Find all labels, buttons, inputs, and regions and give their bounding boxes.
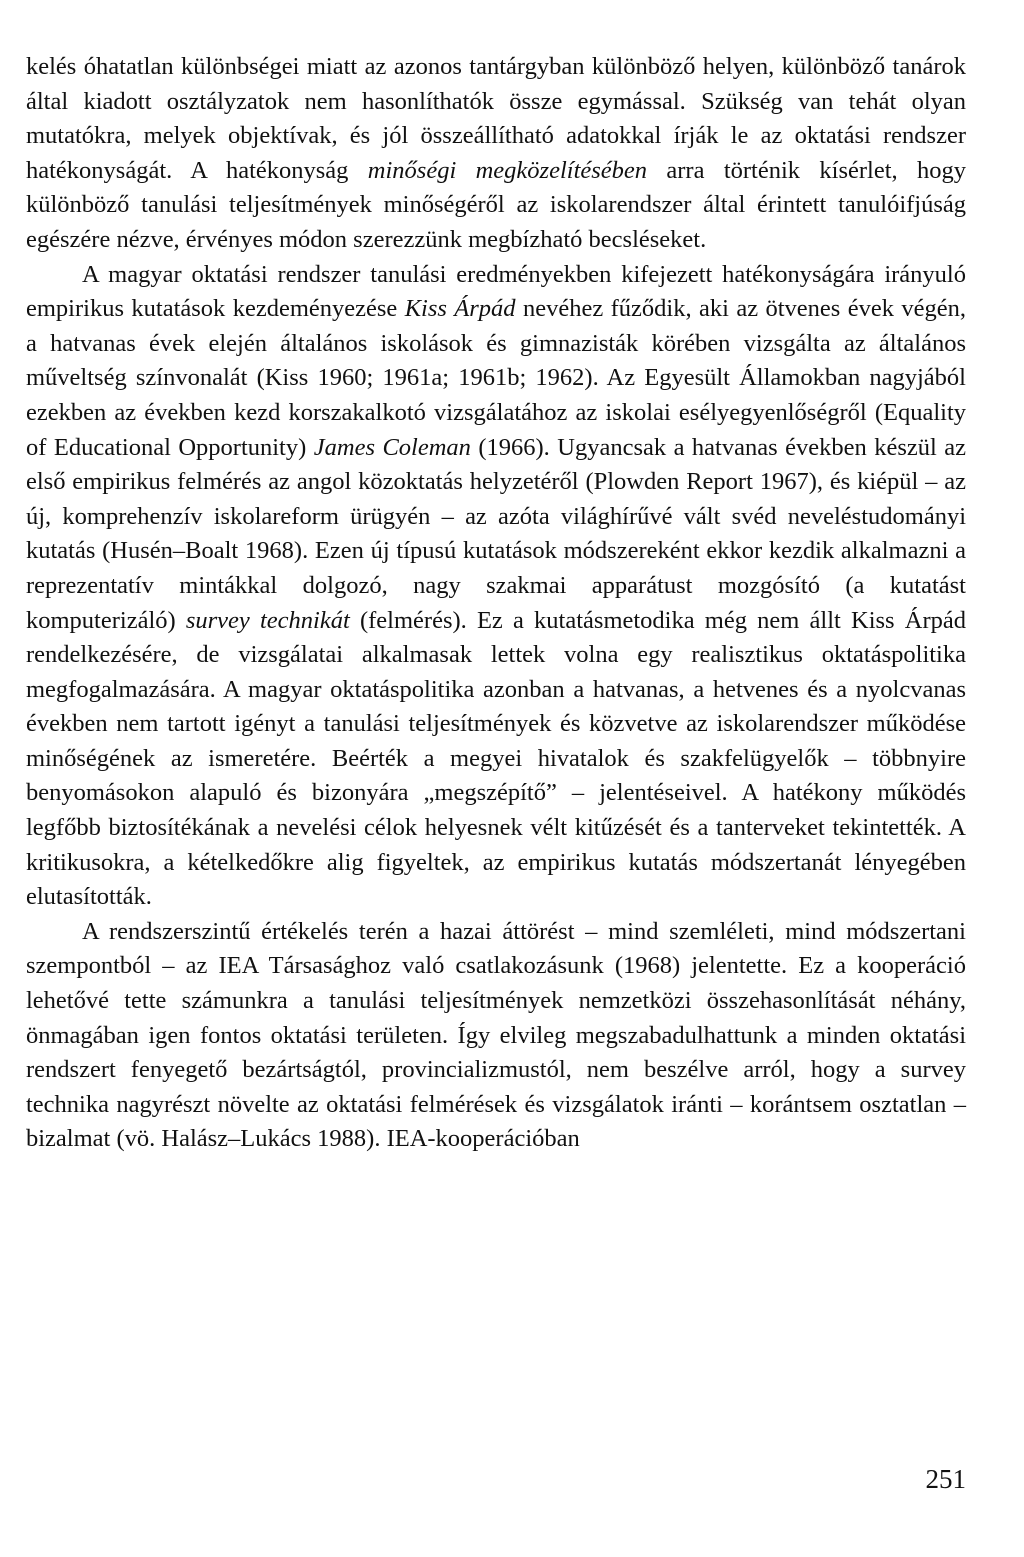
text-run: (felmérés). Ez a kutatásmetodika még nem állt Kiss Árpád rendelkezésére, de vizsgálatai alkalmasak lettek volna egy realisztikus oktatáspolitika megfogalmazására. A magyar oktatáspolitika azonban a hatvanas, a hetvenes és a nyolcvanas években nem tartott igényt a tanulási teljesítmények és közvetve az iskolarendszer működése minőségének az ismeretére. Beérték a megyei hivatalok és szakfelügyelők – többnyire benyomásokon alapuló és bizonyára „megszépítő” – jelentéseivel. A hatékony működés legfőbb biztosítékának a nevelési célok helyesnek vélt kitűzését és a tanterveket tekintették. A kritikusokra, a kételkedőkre alig figyeltek, az empirikus kutatás módszertanát lényegében elutasították. [26, 606, 966, 911]
italic-text-run: Kiss Árpád [404, 295, 516, 323]
page-number: 251 [925, 1464, 966, 1494]
document-body [26, 50, 966, 1157]
text-run: arra történik kísérlet, hogy különböző tanulási teljesítmények minőségéről az iskolarendszer által érintett tanulóifjúság egészére nézve, érvényes módon szerezzünk megbízható becsléseket. [26, 156, 966, 253]
paragraph-3 [26, 915, 966, 1157]
text-run: (1966). Ugyancsak a hatvanas években készül az első empirikus felmérés az angol közoktatás helyzetéről (Plowden Report 1967), és kiépül – az új, komprehenzív iskolareform ürügyén – az azóta világhírűvé vált svéd neveléstudományi kutatás (Husén–Boalt 1968). Ezen új típusú kutatások módszereként ekkor kezdik alkalmazni a reprezentatív mintákkal dolgozó, nagy szakmai apparátust mozgósító (a kutatást komputerizáló) [26, 433, 966, 634]
italic-text-run: minőségi megközelítésében [367, 156, 648, 184]
text-run: A rendszerszintű értékelés terén a hazai áttörést – mind szemléleti, mind módszertani szempontból – az IEA Társasághoz való csatlakozásunk (1968) jelentette. Ez a kooperáció lehetővé tette számunkra a tanulási teljesítmények nemzetközi összehasonlítását néhány, önmagában igen fontos oktatási területen. Így elvileg megszabadulhattunk a minden oktatási rendszert fenyegető bezártságtól, provincializmustól, nem beszélve arról, hogy a survey technika nagyrészt növelte az oktatási felmérések és vizsgálatok iránti – korántsem osztatlan – bizalmat (vö. Halász–Lukács 1988). IEA-kooperációban [26, 917, 966, 1153]
text-run: kelés óhatatlan különbségei miatt az azonos tantárgyban különböző helyen, különböző tanárok által kiadott osztályzatok nem hasonlíthatók össze egymással. Szükség van tehát olyan mutatókra, melyek objektívak, és jól összeállítható adatokkal írják le az oktatási rendszer hatékonyságát. A hatékonyság [26, 53, 966, 184]
italic-text-run: James Coleman [313, 433, 471, 461]
italic-text-run: survey technikát [185, 606, 350, 634]
text-run: A magyar oktatási rendszer tanulási eredményekben kifejezett hatékonyságára irányuló empirikus kutatások kezdeményezése [26, 260, 966, 323]
paragraph-2 [26, 258, 966, 915]
text-run: nevéhez fűződik, aki az ötvenes évek végén, a hatvanas évek elején általános iskolások és gimnazisták körében vizsgálta az általános műveltség színvonalát (Kiss 1960; 1961a; 1961b; 1962). Az Egyesült Államokban nagyjából ezekben az években kezd korszakalkotó vizsgálatához az iskolai esélyegyenlőségről (Equality of Educational Opportunity) [26, 295, 966, 461]
paragraph-1 [26, 50, 966, 258]
